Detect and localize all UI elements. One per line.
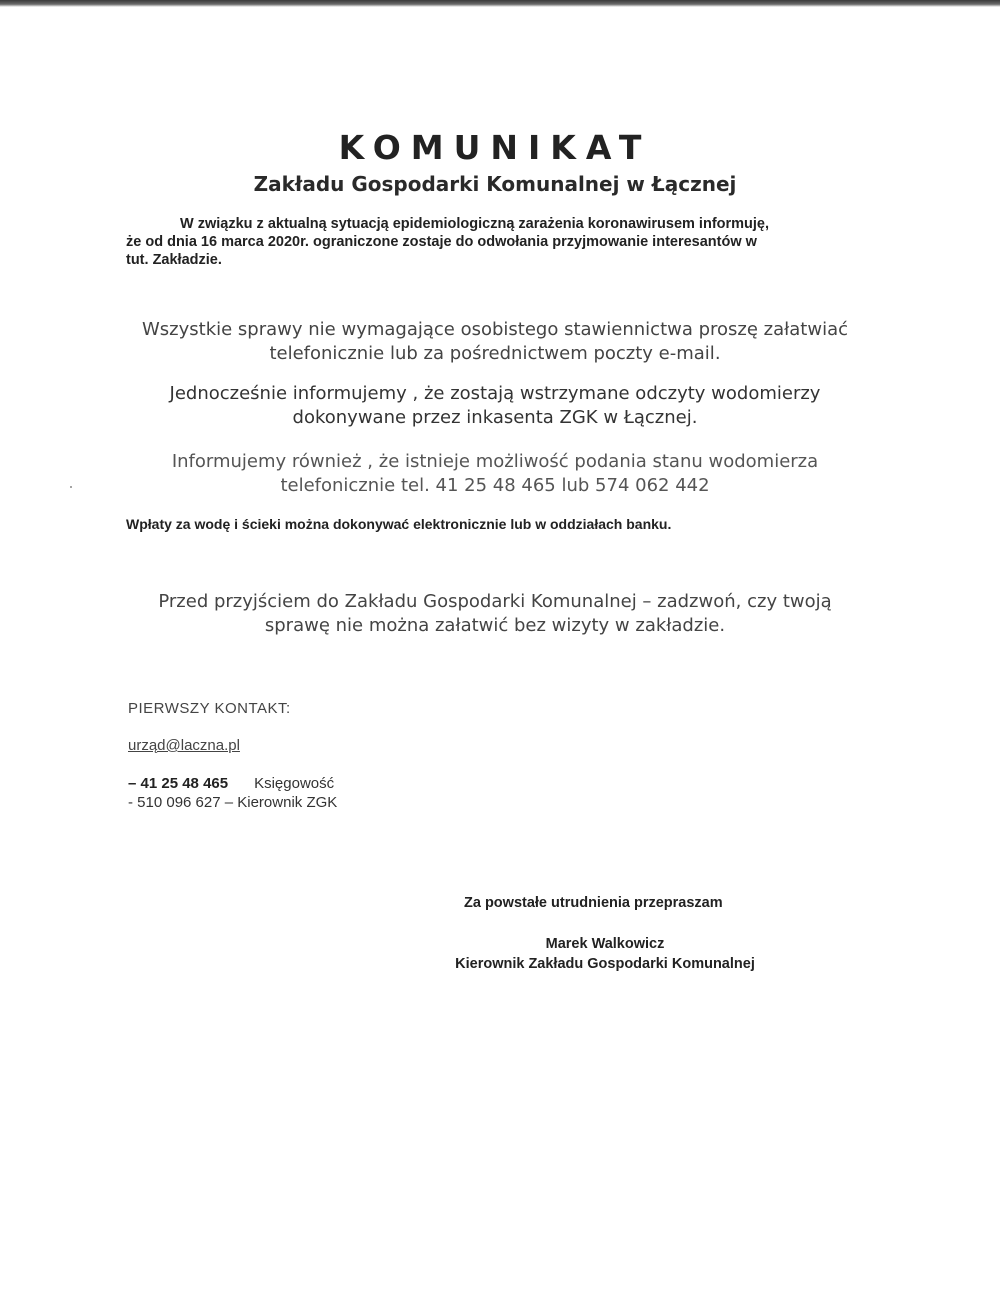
- intro-line-1: W związku z aktualną sytuacją epidemiologiczną zarażenia koronawirusem informuję,: [180, 216, 770, 232]
- paragraph-meter-readings: [95, 382, 895, 430]
- contact-email-link[interactable]: urząd@laczna.pl: [128, 737, 240, 754]
- phone-number: – 41 25 48 465: [128, 775, 229, 792]
- paragraph-line: telefonicznie tel. 41 25 48 465 lub 574 062 442: [280, 475, 710, 496]
- payments-note: Wpłaty za wodę i ścieki można dokonywać elektronicznie lub w oddziałach banku.: [126, 516, 672, 532]
- paragraph-line: sprawę nie można załatwić bez wizyty w zakładzie.: [264, 615, 726, 636]
- document-title: KOMUNIKAT: [338, 128, 652, 167]
- paragraph-remote-matters: [95, 318, 895, 366]
- contact-phone-accounting: [128, 775, 334, 792]
- paragraph-line: Jednocześnie informujemy , że zostają wstrzymane odczyty wodomierzy: [169, 383, 821, 404]
- signer-name: Marek Walkowicz: [545, 936, 665, 952]
- contact-heading: PIERWSZY KONTAKT:: [128, 700, 291, 717]
- paragraph-line: dokonywane przez inkasenta ZGK w Łącznej.: [292, 407, 698, 428]
- paragraph-line: Przed przyjściem do Zakładu Gospodarki Komunalnej – zadzwoń, czy twoją: [158, 591, 832, 612]
- paragraph-meter-phone: [95, 450, 895, 498]
- paragraph-line: Wszystkie sprawy nie wymagające osobistego stawiennictwa proszę załatwiać: [142, 319, 848, 340]
- phone-label: Księgowość: [254, 775, 335, 792]
- paragraph-call-first: [95, 590, 895, 638]
- scan-speck: [70, 486, 72, 488]
- document-subtitle: Zakładu Gospodarki Komunalnej w Łącznej: [253, 172, 737, 196]
- closing-apology: Za powstałe utrudnienia przepraszam: [464, 895, 723, 911]
- intro-line-2: że od dnia 16 marca 2020r. ograniczone zostaje do odwołania przyjmowanie interesantów w: [126, 234, 757, 250]
- intro-line-3: tut. Zakładzie.: [126, 252, 222, 268]
- paragraph-line: telefonicznie lub za pośrednictwem poczty e-mail.: [269, 343, 721, 364]
- signer-title: Kierownik Zakładu Gospodarki Komunalnej: [455, 956, 755, 972]
- scan-top-edge: [0, 0, 1000, 7]
- intro-paragraph: [126, 215, 856, 269]
- paragraph-line: Informujemy również , że istnieje możliwość podania stanu wodomierza: [171, 451, 819, 472]
- contact-phone-manager: - 510 096 627 – Kierownik ZGK: [128, 794, 338, 811]
